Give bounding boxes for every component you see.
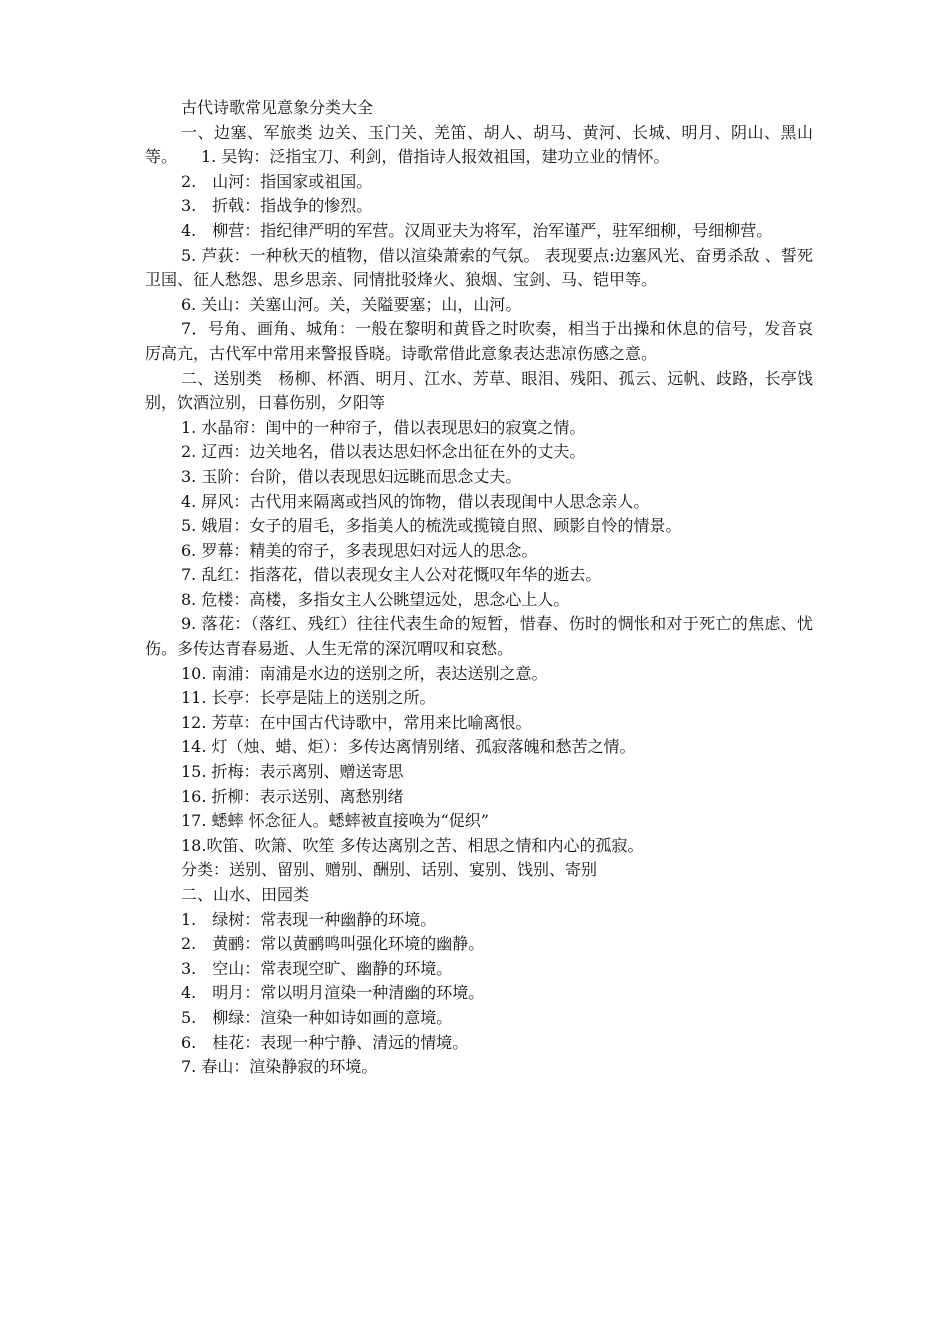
paragraph-29: 2. 黄鹂：常以黄鹂鸣叫强化环境的幽静。 bbox=[181, 934, 485, 954]
paragraph-23: 16. 折柳：表示送别、离愁别绪 bbox=[181, 786, 404, 806]
paragraph-3: 3. 折戟：指战争的惨烈。 bbox=[181, 196, 373, 216]
paragraph-33: 6. 桂花：表现一种宁静、清远的情境。 bbox=[181, 1032, 469, 1052]
paragraph-24: 17. 蟋蟀 怀念征人。蟋蟀被直接唤为“促织” bbox=[181, 811, 489, 831]
paragraph-25: 18.吹笛、吹箫、吹笙 多传达离别之苦、相思之情和内心的孤寂。 bbox=[181, 835, 644, 855]
paragraph-5: 5. 芦荻：一种秋天的植物，借以渲染萧索的气氛。 表现要点:边塞风光、奋勇杀敌 、誓死卫国、征人愁怨、思乡思亲、同情批驳烽火、狼烟、宝剑、马、铠甲等。 bbox=[145, 245, 813, 290]
paragraph-9: 1. 水晶帘：闺中的一种帘子，借以表现思妇的寂寞之情。 bbox=[181, 417, 586, 437]
paragraph-12: 4. 屏风：古代用来隔离或挡风的饰物，借以表现闺中人思念亲人。 bbox=[181, 491, 650, 511]
paragraph-26: 分类：送别、留别、赠别、酬别、话别、宴别、饯别、寄别 bbox=[181, 860, 598, 880]
paragraph-32: 5. 柳绿：渲染一种如诗如画的意境。 bbox=[181, 1007, 453, 1027]
paragraph-11: 3. 玉阶：台阶，借以表现思妇远眺而思念丈夫。 bbox=[181, 466, 522, 486]
paragraph-30: 3. 空山：常表现空旷、幽静的环境。 bbox=[181, 958, 453, 978]
paragraph-16: 8. 危楼：高楼，多指女主人公眺望远处，思念心上人。 bbox=[181, 589, 570, 609]
paragraph-20: 12. 芳草：在中国古代诗歌中，常用来比喻离恨。 bbox=[181, 712, 532, 732]
section-heading-landscape: 二、山水、田园类 bbox=[181, 885, 310, 904]
paragraph-28: 1. 绿树：常表现一种幽静的环境。 bbox=[181, 909, 437, 929]
paragraph-17: 9. 落花：（落红、残红）往往代表生命的短暂，惜春、伤时的惆怅和对于死亡的焦虑、忧伤。多传达青春易逝、人生无常的深沉喟叹和哀愁。 bbox=[145, 614, 813, 659]
paragraph-34: 7. 春山：渲染静寂的环境。 bbox=[181, 1057, 378, 1077]
paragraph-31: 4. 明月：常以明月渲染一种清幽的环境。 bbox=[181, 983, 485, 1003]
paragraph-7: 7．号角、画角、城角：一般在黎明和黄昏之时吹奏，相当于出操和休息的信号，发音哀厉高亢，古代军中常用来警报昏晓。诗歌常借此意象表达悲凉伤感之意。 bbox=[145, 319, 813, 363]
paragraph-6: 6. 关山：关塞山河。关，关隘要塞；山，山河。 bbox=[181, 294, 522, 314]
paragraph-22: 15. 折梅：表示离别、赠送寄思 bbox=[181, 762, 404, 782]
paragraph-18: 10. 南浦：南浦是水边的送别之所，表达送别之意。 bbox=[181, 663, 548, 683]
paragraph-1: 一、边塞、军旅类 边关、玉门关、羌笛、胡人、胡马、黄河、长城、明月、阴山、黑山等。 1. 吴钩：泛指宝刀、利剑，借指诗人报效祖国，建功立业的情怀。 bbox=[145, 122, 813, 167]
paragraph-13: 5. 娥眉：女子的眉毛，多指美人的梳洗或揽镜自照、顾影自怜的情景。 bbox=[181, 516, 682, 536]
document-title: 古代诗歌常见意象分类大全 bbox=[181, 98, 374, 117]
paragraph-15: 7. 乱红：指落花，借以表现女主人公对花慨叹年华的逝去。 bbox=[181, 565, 602, 585]
paragraph-10: 2. 辽西：边关地名，借以表达思妇怀念出征在外的丈夫。 bbox=[181, 442, 586, 462]
paragraph-4: 4. 柳营：指纪律严明的军营。汉周亚夫为将军，治军谨严，驻军细柳，号细柳营。 bbox=[181, 220, 773, 240]
paragraph-19: 11. 长亭：长亭是陆上的送别之所。 bbox=[181, 688, 436, 708]
paragraph-2: 2. 山河：指国家或祖国。 bbox=[181, 171, 373, 191]
document-body bbox=[145, 96, 813, 1080]
paragraph-21: 14. 灯（烛、蜡、炬）：多传达离情别绪、孤寂落魄和愁苦之情。 bbox=[181, 737, 636, 757]
paragraph-14: 6. 罗幕：精美的帘子，多表现思妇对远人的思念。 bbox=[181, 540, 538, 560]
paragraph-8: 二、送别类 杨柳、杯酒、明月、江水、芳草、眼泪、残阳、孤云、远帆、歧路，长亭饯别，饮酒泣别，日暮伤别，夕阳等 bbox=[145, 368, 813, 413]
